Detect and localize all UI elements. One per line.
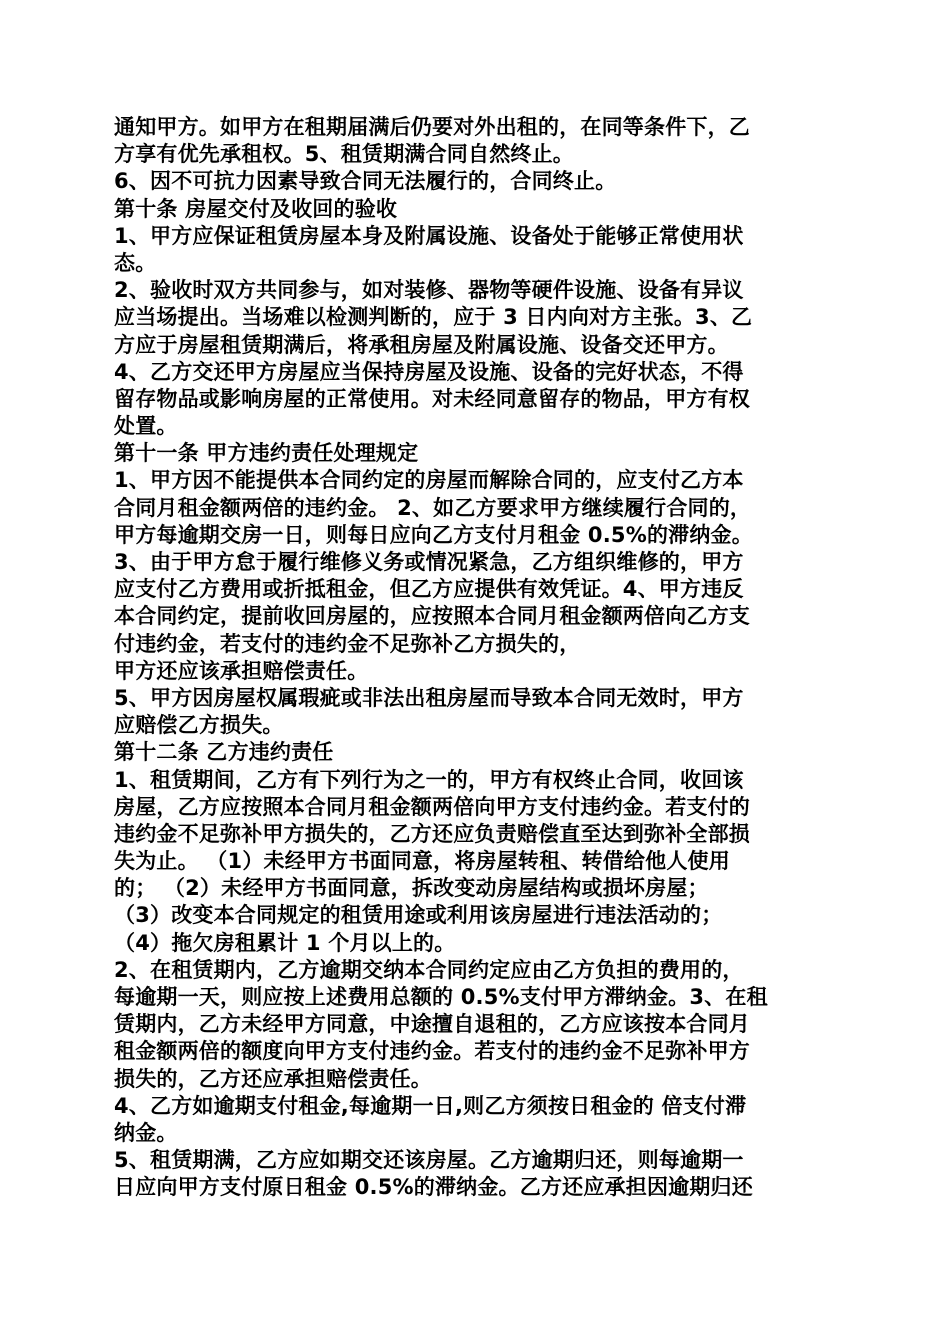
text-line: 房屋，乙方应按照本合同月租金额两倍向甲方支付违约金。若支付的 bbox=[114, 794, 750, 819]
text-line: 日应向甲方支付原日租金 0.5%的滞纳金。乙方还应承担因逾期归还 bbox=[114, 1175, 753, 1200]
text-line: 4、乙方交还甲方房屋应当保持房屋及设施、设备的完好状态，不得 bbox=[114, 359, 744, 384]
text-line: （3）改变本合同规定的租赁用途或利用该房屋进行违法活动的； bbox=[114, 903, 723, 928]
text-line: （4）拖欠房租累计 1 个月以上的。 bbox=[114, 930, 456, 955]
text-line: 处置。 bbox=[114, 414, 178, 439]
text-line: 损失的，乙方还应承担赔偿责任。 bbox=[114, 1066, 432, 1091]
text-line: 4、乙方如逾期支付租金,每逾期一日,则乙方须按日租金的 倍支付滞 bbox=[114, 1093, 747, 1118]
text-line: 的； （2）未经甲方书面同意，拆改变动房屋结构或损坏房屋； bbox=[114, 876, 709, 901]
text-line: 1、甲方应保证租赁房屋本身及附属设施、设备处于能够正常使用状 bbox=[114, 223, 744, 248]
text-line: 甲方还应该承担赔偿责任。 bbox=[114, 658, 369, 683]
text-line: 通知甲方。如甲方在租期届满后仍要对外出租的，在同等条件下，乙 bbox=[114, 115, 750, 139]
text-line: 纳金。 bbox=[114, 1120, 178, 1145]
text-line: 应当场提出。当场难以检测判断的，应于 3 日内向对方主张。3、乙 bbox=[114, 305, 753, 330]
document-page bbox=[114, 114, 836, 1202]
section-heading: 第十一条 甲方违约责任处理规定 bbox=[114, 441, 419, 466]
text-line: 1、租赁期间，乙方有下列行为之一的，甲方有权终止合同，收回该 bbox=[114, 767, 744, 792]
section-heading: 第十条 房屋交付及收回的验收 bbox=[114, 196, 398, 221]
text-line: 3、由于甲方怠于履行维修义务或情况紧急，乙方组织维修的，甲方 bbox=[114, 550, 744, 574]
text-line: 6、因不可抗力因素导致合同无法履行的，合同终止。 bbox=[114, 169, 617, 194]
text-line: 留存物品或影响房屋的正常使用。对未经同意留存的物品，甲方有权 bbox=[114, 386, 750, 411]
text-line: 5、租赁期满，乙方应如期交还该房屋。乙方逾期归还，则每逾期一 bbox=[114, 1148, 744, 1173]
text-line: 每逾期一天，则应按上述费用总额的 0.5%支付甲方滞纳金。3、在租 bbox=[114, 985, 768, 1009]
text-line: 应支付乙方费用或折抵租金，但乙方应提供有效凭证。4、甲方违反 bbox=[114, 577, 744, 602]
text-line: 甲方每逾期交房一日，则每日应向乙方支付月租金 0.5%的滞纳金。 bbox=[114, 522, 753, 547]
text-line: 付违约金，若支付的违约金不足弥补乙方损失的， bbox=[114, 631, 581, 656]
text-line: 2、验收时双方共同参与，如对装修、器物等硬件设施、设备有异议 bbox=[114, 278, 744, 303]
text-line: 2、在租赁期内，乙方逾期交纳本合同约定应由乙方负担的费用的， bbox=[114, 957, 744, 982]
section-heading: 第十二条 乙方违约责任 bbox=[114, 740, 334, 765]
text-line: 违约金不足弥补甲方损失的，乙方还应负责赔偿直至达到弥补全部损 bbox=[114, 821, 750, 846]
text-line: 合同月租金额两倍的违约金。 2、如乙方要求甲方继续履行合同的， bbox=[114, 495, 752, 520]
text-line: 1、甲方因不能提供本合同约定的房屋而解除合同的，应支付乙方本 bbox=[114, 468, 744, 493]
text-line: 方享有优先承租权。5、租赁期满合同自然终止。 bbox=[114, 142, 575, 167]
text-line: 应赔偿乙方损失。 bbox=[114, 713, 284, 738]
text-line: 赁期内，乙方未经甲方同意，中途擅自退租的，乙方应该按本合同月 bbox=[114, 1012, 750, 1037]
text-line: 方应于房屋租赁期满后，将承租房屋及附属设施、设备交还甲方。 bbox=[114, 332, 729, 357]
text-line: 态。 bbox=[114, 250, 157, 275]
text-line: 5、甲方因房屋权属瑕疵或非法出租房屋而导致本合同无效时，甲方 bbox=[114, 685, 744, 710]
text-line: 失为止。 （1）未经甲方书面同意，将房屋转租、转借给他人使用 bbox=[114, 849, 730, 874]
text-line: 本合同约定，提前收回房屋的，应按照本合同月租金额两倍向乙方支 bbox=[114, 604, 750, 629]
text-line: 租金额两倍的额度向甲方支付违约金。若支付的违约金不足弥补甲方 bbox=[114, 1039, 750, 1064]
